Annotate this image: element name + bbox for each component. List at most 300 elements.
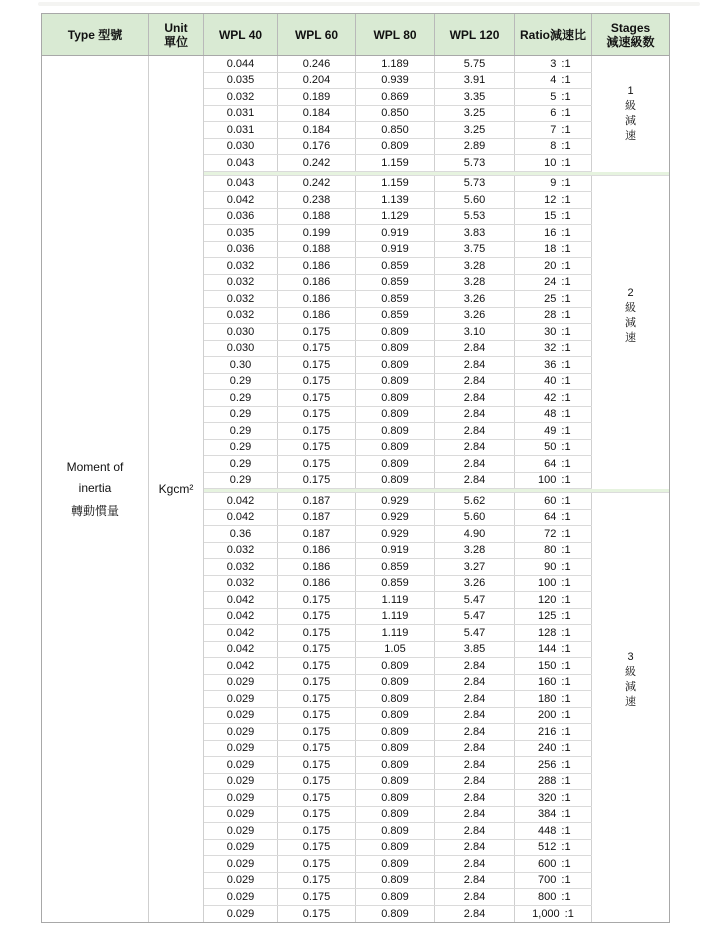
value-cell: 0.186 (278, 559, 356, 575)
value-cell: 3.28 (435, 543, 515, 559)
value-cell: 2.84 (435, 906, 515, 923)
ratio-cell: 240 :1 (515, 741, 592, 757)
value-cell: 0.186 (278, 275, 356, 291)
value-cell: 0.029 (204, 741, 278, 757)
table-row (204, 473, 592, 490)
value-cell: 0.809 (356, 741, 435, 757)
header-wpl120 (435, 14, 515, 55)
value-cell: 2.84 (435, 456, 515, 472)
table-row (204, 658, 592, 675)
table-header-row (42, 14, 669, 56)
ratio-cell: 50 :1 (515, 440, 592, 456)
ratio-cell: 42 :1 (515, 390, 592, 406)
value-cell: 0.929 (356, 510, 435, 526)
value-cell: 0.175 (278, 609, 356, 625)
value-cell: 2.84 (435, 889, 515, 905)
value-cell: 2.84 (435, 473, 515, 489)
header-type-label: Type 型號 (67, 27, 123, 42)
table-row (204, 774, 592, 791)
ratio-cell: 7 :1 (515, 122, 592, 138)
value-cell: 0.29 (204, 390, 278, 406)
value-cell: 0.187 (278, 510, 356, 526)
value-cell: 0.175 (278, 456, 356, 472)
value-cell: 0.186 (278, 291, 356, 307)
table-row (204, 889, 592, 906)
stage-group (204, 493, 669, 922)
ratio-cell: 90 :1 (515, 559, 592, 575)
value-cell: 2.84 (435, 873, 515, 889)
ratio-cell: 12 :1 (515, 192, 592, 208)
ratio-cell: 6 :1 (515, 106, 592, 122)
value-cell: 0.809 (356, 790, 435, 806)
stage-label-char: 級 (625, 665, 636, 678)
value-cell: 5.73 (435, 176, 515, 192)
value-cell: 2.84 (435, 840, 515, 856)
value-cell: 0.242 (278, 176, 356, 192)
value-cell: 5.60 (435, 510, 515, 526)
value-cell: 0.042 (204, 642, 278, 658)
value-cell: 0.809 (356, 139, 435, 155)
stage-label-char: 級 (625, 302, 636, 315)
stage-group (204, 176, 669, 490)
value-cell: 0.042 (204, 192, 278, 208)
value-cell: 0.042 (204, 609, 278, 625)
value-cell: 0.175 (278, 823, 356, 839)
value-cell: 0.859 (356, 559, 435, 575)
value-cell: 0.809 (356, 774, 435, 790)
value-cell: 0.032 (204, 543, 278, 559)
value-cell: 0.175 (278, 642, 356, 658)
value-cell: 0.919 (356, 225, 435, 241)
value-cell: 0.031 (204, 106, 278, 122)
unit-cell (149, 56, 204, 922)
ratio-cell: 5 :1 (515, 89, 592, 105)
ratio-cell: 3 :1 (515, 56, 592, 72)
table-row (204, 275, 592, 292)
stage-cell (592, 493, 669, 922)
table-row (204, 625, 592, 642)
ratio-cell: 8 :1 (515, 139, 592, 155)
value-cell: 0.919 (356, 543, 435, 559)
value-cell: 0.175 (278, 390, 356, 406)
value-cell: 0.175 (278, 357, 356, 373)
value-cell: 2.84 (435, 757, 515, 773)
value-cell: 2.84 (435, 724, 515, 740)
table-body-groups (204, 56, 669, 922)
value-cell: 3.91 (435, 73, 515, 89)
table-row (204, 609, 592, 626)
value-cell: 2.84 (435, 440, 515, 456)
value-cell: 0.029 (204, 774, 278, 790)
value-cell: 0.176 (278, 139, 356, 155)
ratio-cell: 600 :1 (515, 856, 592, 872)
value-cell: 0.204 (278, 73, 356, 89)
value-cell: 0.809 (356, 889, 435, 905)
header-unit-line2: 單位 (163, 34, 188, 49)
table-row (204, 73, 592, 90)
value-cell: 0.189 (278, 89, 356, 105)
value-cell: 0.187 (278, 526, 356, 542)
page-top-edge-strip (38, 2, 700, 6)
stage-label-char: 減 (625, 317, 636, 330)
value-cell: 3.28 (435, 258, 515, 274)
value-cell: 3.26 (435, 308, 515, 324)
value-cell: 5.60 (435, 192, 515, 208)
header-stages-line1: Stages (610, 20, 651, 35)
value-cell: 0.175 (278, 440, 356, 456)
ratio-cell: 128 :1 (515, 625, 592, 641)
table-row (204, 873, 592, 890)
value-cell: 1.05 (356, 642, 435, 658)
value-cell: 5.62 (435, 493, 515, 509)
header-wpl80-label: WPL 80 (373, 27, 417, 42)
ratio-cell: 20 :1 (515, 258, 592, 274)
value-cell: 0.032 (204, 275, 278, 291)
value-cell: 0.242 (278, 155, 356, 171)
table-row (204, 790, 592, 807)
value-cell: 2.84 (435, 423, 515, 439)
stage-label-char: 減 (625, 680, 636, 693)
value-cell: 2.84 (435, 357, 515, 373)
value-cell: 2.84 (435, 390, 515, 406)
unit-cell-label: Kgcm² (158, 482, 194, 496)
table-row (204, 559, 592, 576)
value-cell: 0.030 (204, 341, 278, 357)
value-cell: 0.809 (356, 658, 435, 674)
value-cell: 0.809 (356, 708, 435, 724)
value-cell: 0.175 (278, 658, 356, 674)
value-cell: 3.26 (435, 576, 515, 592)
ratio-cell: 9 :1 (515, 176, 592, 192)
value-cell: 0.035 (204, 225, 278, 241)
value-cell: 0.032 (204, 291, 278, 307)
value-cell: 0.186 (278, 543, 356, 559)
value-cell: 0.809 (356, 675, 435, 691)
value-cell: 1.119 (356, 609, 435, 625)
value-cell: 0.809 (356, 823, 435, 839)
ratio-cell: 384 :1 (515, 807, 592, 823)
value-cell: 0.029 (204, 856, 278, 872)
value-cell: 0.030 (204, 324, 278, 340)
ratio-cell: 4 :1 (515, 73, 592, 89)
stage-label-char: 減 (625, 114, 636, 127)
value-cell: 0.246 (278, 56, 356, 72)
table-row (204, 122, 592, 139)
header-type (42, 14, 149, 55)
ratio-cell: 49 :1 (515, 423, 592, 439)
value-cell: 0.29 (204, 407, 278, 423)
value-cell: 0.809 (356, 407, 435, 423)
value-cell: 0.175 (278, 675, 356, 691)
ratio-cell: 72 :1 (515, 526, 592, 542)
stage-cell (592, 56, 669, 172)
value-cell: 0.850 (356, 106, 435, 122)
value-cell: 0.199 (278, 225, 356, 241)
header-stages-line2: 減速級数 (606, 34, 655, 49)
table-row (204, 209, 592, 226)
value-cell: 0.238 (278, 192, 356, 208)
value-cell: 0.809 (356, 691, 435, 707)
value-cell: 0.919 (356, 242, 435, 258)
table-row (204, 155, 592, 172)
value-cell: 0.809 (356, 440, 435, 456)
header-ratio (515, 14, 592, 55)
ratio-cell: 288 :1 (515, 774, 592, 790)
ratio-cell: 320 :1 (515, 790, 592, 806)
value-cell: 0.869 (356, 89, 435, 105)
value-cell: 0.186 (278, 308, 356, 324)
table-row (204, 407, 592, 424)
ratio-cell: 200 :1 (515, 708, 592, 724)
table-row (204, 510, 592, 527)
value-cell: 1.139 (356, 192, 435, 208)
ratio-cell: 125 :1 (515, 609, 592, 625)
value-cell: 0.188 (278, 242, 356, 258)
table-body (42, 56, 669, 922)
table-row (204, 423, 592, 440)
value-cell: 3.85 (435, 642, 515, 658)
value-cell: 3.75 (435, 242, 515, 258)
value-cell: 0.044 (204, 56, 278, 72)
value-cell: 0.175 (278, 341, 356, 357)
table-row (204, 675, 592, 692)
value-cell: 0.036 (204, 242, 278, 258)
value-cell: 0.042 (204, 658, 278, 674)
ratio-cell: 16 :1 (515, 225, 592, 241)
ratio-cell: 36 :1 (515, 357, 592, 373)
value-cell: 4.90 (435, 526, 515, 542)
ratio-cell: 15 :1 (515, 209, 592, 225)
ratio-cell: 10 :1 (515, 155, 592, 171)
ratio-cell: 48 :1 (515, 407, 592, 423)
table-row (204, 856, 592, 873)
value-cell: 0.029 (204, 823, 278, 839)
value-cell: 0.929 (356, 493, 435, 509)
value-cell: 0.809 (356, 473, 435, 489)
ratio-cell: 512 :1 (515, 840, 592, 856)
value-cell: 0.029 (204, 906, 278, 923)
table-row (204, 642, 592, 659)
value-cell: 0.029 (204, 724, 278, 740)
value-cell: 5.75 (435, 56, 515, 72)
ratio-cell: 30 :1 (515, 324, 592, 340)
value-cell: 0.175 (278, 407, 356, 423)
value-cell: 0.187 (278, 493, 356, 509)
table-row (204, 823, 592, 840)
value-cell: 0.175 (278, 724, 356, 740)
ratio-cell: 700 :1 (515, 873, 592, 889)
value-cell: 0.29 (204, 374, 278, 390)
value-cell: 1.119 (356, 625, 435, 641)
table-row (204, 576, 592, 593)
value-cell: 2.84 (435, 807, 515, 823)
value-cell: 0.850 (356, 122, 435, 138)
ratio-cell: 64 :1 (515, 456, 592, 472)
value-cell: 0.859 (356, 275, 435, 291)
ratio-cell: 100 :1 (515, 576, 592, 592)
table-row (204, 390, 592, 407)
value-cell: 0.042 (204, 510, 278, 526)
value-cell: 3.27 (435, 559, 515, 575)
stage-number: 3 (627, 650, 634, 663)
value-cell: 0.029 (204, 840, 278, 856)
table-row (204, 526, 592, 543)
table-row (204, 440, 592, 457)
value-cell: 0.032 (204, 89, 278, 105)
value-cell: 0.032 (204, 576, 278, 592)
value-cell: 0.029 (204, 708, 278, 724)
value-cell: 3.26 (435, 291, 515, 307)
stage-number: 2 (627, 287, 634, 300)
ratio-cell: 800 :1 (515, 889, 592, 905)
ratio-cell: 28 :1 (515, 308, 592, 324)
type-cell-line3: 轉動慣量 (70, 503, 119, 518)
ratio-cell: 216 :1 (515, 724, 592, 740)
type-cell-line1: Moment of (66, 459, 124, 474)
value-cell: 0.043 (204, 155, 278, 171)
value-cell: 0.029 (204, 873, 278, 889)
table-row (204, 341, 592, 358)
value-cell: 0.809 (356, 856, 435, 872)
value-cell: 3.25 (435, 106, 515, 122)
table-row (204, 724, 592, 741)
value-cell: 0.175 (278, 708, 356, 724)
table-row (204, 139, 592, 156)
ratio-cell: 180 :1 (515, 691, 592, 707)
value-cell: 2.84 (435, 341, 515, 357)
value-cell: 2.84 (435, 823, 515, 839)
ratio-cell: 1,000 :1 (515, 906, 592, 923)
table-row (204, 592, 592, 609)
table-row (204, 242, 592, 259)
ratio-cell: 144 :1 (515, 642, 592, 658)
value-cell: 0.859 (356, 258, 435, 274)
table-row (204, 308, 592, 325)
value-cell: 0.29 (204, 440, 278, 456)
value-cell: 2.89 (435, 139, 515, 155)
stage-label-char: 速 (625, 695, 636, 708)
stage-label-char: 速 (625, 332, 636, 345)
value-cell: 3.10 (435, 324, 515, 340)
value-cell: 0.029 (204, 757, 278, 773)
header-wpl60-label: WPL 60 (294, 27, 339, 42)
header-unit (149, 14, 204, 55)
value-cell: 0.29 (204, 473, 278, 489)
stage-label-char: 速 (625, 129, 636, 142)
ratio-cell: 150 :1 (515, 658, 592, 674)
value-cell: 0.175 (278, 625, 356, 641)
table-row (204, 456, 592, 473)
value-cell: 2.84 (435, 407, 515, 423)
table-row (204, 291, 592, 308)
value-cell: 0.29 (204, 423, 278, 439)
moment-of-inertia-table (41, 13, 670, 923)
value-cell: 0.175 (278, 757, 356, 773)
value-cell: 0.175 (278, 856, 356, 872)
value-cell: 0.809 (356, 807, 435, 823)
ratio-cell: 64 :1 (515, 510, 592, 526)
table-row (204, 840, 592, 857)
value-cell: 2.84 (435, 741, 515, 757)
value-cell: 0.032 (204, 559, 278, 575)
value-cell: 0.175 (278, 324, 356, 340)
value-cell: 0.043 (204, 176, 278, 192)
value-cell: 2.84 (435, 658, 515, 674)
value-cell: 0.809 (356, 873, 435, 889)
value-cell: 0.175 (278, 774, 356, 790)
table-row (204, 192, 592, 209)
ratio-cell: 60 :1 (515, 493, 592, 509)
value-cell: 1.159 (356, 155, 435, 171)
value-cell: 0.859 (356, 291, 435, 307)
value-cell: 0.809 (356, 341, 435, 357)
table-row (204, 56, 592, 73)
table-row (204, 493, 592, 510)
value-cell: 0.029 (204, 807, 278, 823)
ratio-cell: 32 :1 (515, 341, 592, 357)
value-cell: 0.035 (204, 73, 278, 89)
stage-cell (592, 176, 669, 490)
value-cell: 0.029 (204, 675, 278, 691)
value-cell: 0.175 (278, 374, 356, 390)
value-cell: 3.35 (435, 89, 515, 105)
type-cell-line2: inertia (78, 480, 112, 495)
value-cell: 0.175 (278, 691, 356, 707)
ratio-cell: 100 :1 (515, 473, 592, 489)
table-row (204, 89, 592, 106)
table-row (204, 176, 592, 193)
value-cell: 0.186 (278, 576, 356, 592)
value-cell: 2.84 (435, 774, 515, 790)
value-cell: 0.809 (356, 456, 435, 472)
value-cell: 0.175 (278, 840, 356, 856)
table-row (204, 324, 592, 341)
value-cell: 0.029 (204, 790, 278, 806)
ratio-cell: 40 :1 (515, 374, 592, 390)
table-row (204, 543, 592, 560)
table-row (204, 708, 592, 725)
table-row (204, 258, 592, 275)
header-wpl40-label: WPL 40 (218, 27, 263, 42)
header-wpl80 (356, 14, 435, 55)
value-cell: 0.929 (356, 526, 435, 542)
value-cell: 0.188 (278, 209, 356, 225)
value-cell: 0.036 (204, 209, 278, 225)
value-cell: 2.84 (435, 790, 515, 806)
value-cell: 3.83 (435, 225, 515, 241)
value-cell: 2.84 (435, 856, 515, 872)
ratio-cell: 120 :1 (515, 592, 592, 608)
value-cell: 0.184 (278, 122, 356, 138)
value-cell: 0.175 (278, 741, 356, 757)
value-cell: 0.032 (204, 258, 278, 274)
value-cell: 0.030 (204, 139, 278, 155)
value-cell: 0.032 (204, 308, 278, 324)
stage-group (204, 56, 669, 172)
value-cell: 2.84 (435, 691, 515, 707)
table-row (204, 906, 592, 923)
ratio-cell: 448 :1 (515, 823, 592, 839)
value-cell: 0.29 (204, 456, 278, 472)
ratio-cell: 80 :1 (515, 543, 592, 559)
value-cell: 0.042 (204, 625, 278, 641)
stage-label-char: 級 (625, 99, 636, 112)
value-cell: 5.73 (435, 155, 515, 171)
stage-number: 1 (627, 84, 634, 97)
ratio-cell: 24 :1 (515, 275, 592, 291)
value-cell: 0.809 (356, 423, 435, 439)
value-cell: 2.84 (435, 675, 515, 691)
